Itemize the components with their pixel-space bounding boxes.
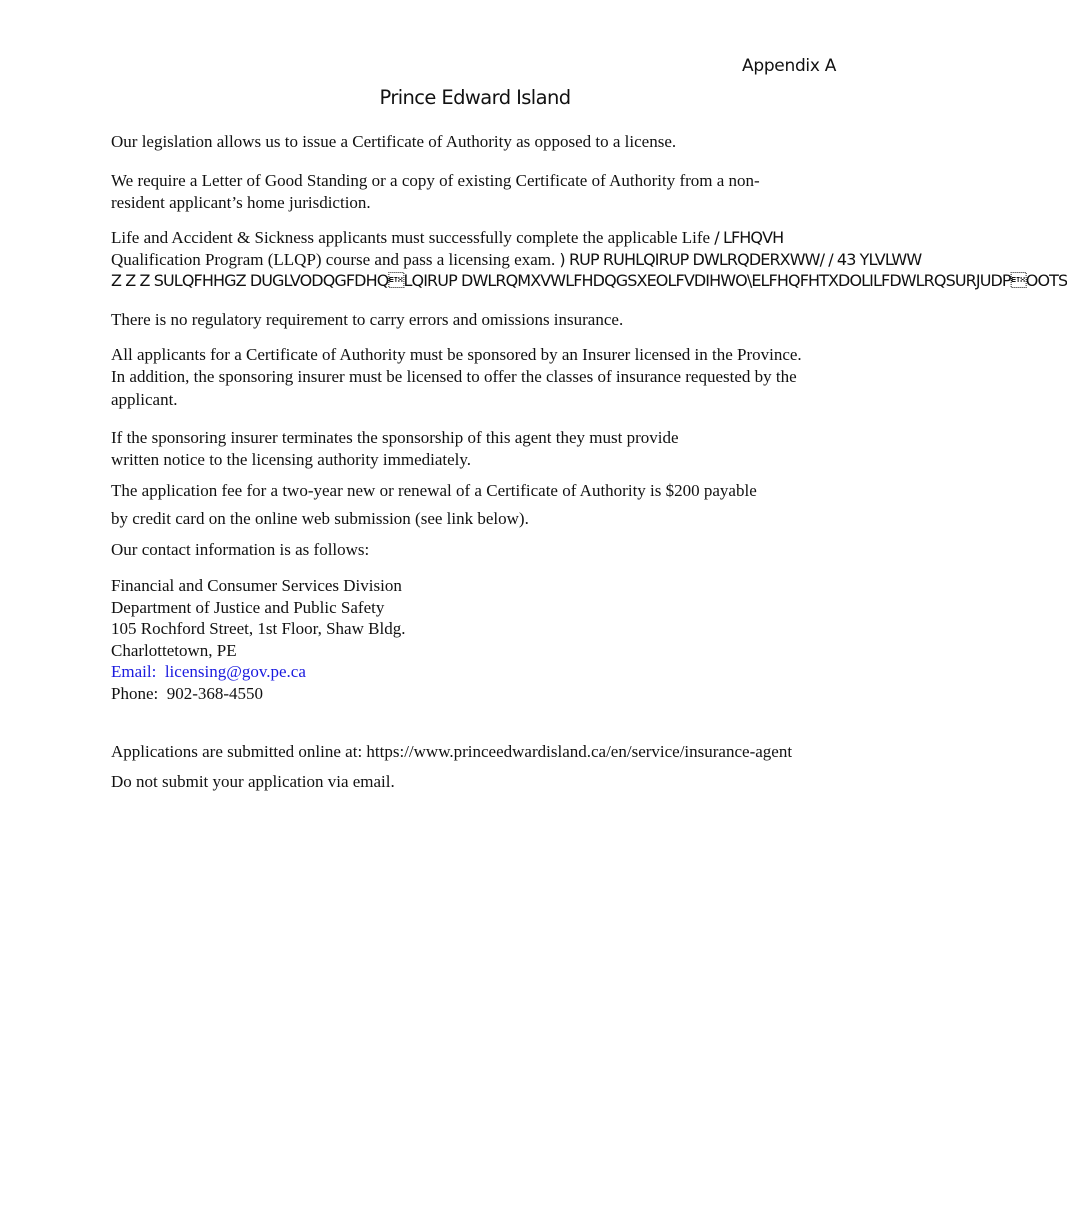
no-email-notice: Do not submit your application via email. (111, 772, 395, 791)
contact-phone (111, 683, 263, 706)
online-prefix: Applications are submitted online at: (111, 742, 367, 761)
online-url[interactable]: https://www.princeedwardisland.ca/en/service/insurance-agent (366, 742, 793, 761)
email-link[interactable]: licensing@gov.pe.ca (164, 662, 306, 681)
paragraph-certificate: Our legislation allows us to issue a Certificate of Authority as opposed to a license. (111, 132, 677, 151)
contact-email (111, 661, 306, 684)
contact-address: 105 Rochford Street, 1st Floor, Shaw Bldg. (111, 619, 406, 638)
llqp-garbled-text: ) RUP RUHLQIRUP DWLRQDERXWW/ / 43 YLVLWW (555, 250, 922, 269)
contact-division: Financial and Consumer Services Division (111, 576, 402, 595)
phone-number: 902-368-4550 (166, 684, 264, 703)
paragraph-sponsorship-line-2: In addition, the sponsoring insurer must be licensed to offer the classes of insurance requested by the (111, 367, 797, 386)
email-label: Email: (111, 662, 157, 681)
paragraph-termination-line-1: If the sponsoring insurer terminates the sponsorship of this agent they must provide (111, 428, 679, 447)
paragraph-llqp-line-1 (111, 227, 783, 250)
paragraph-contact-intro: Our contact information is as follows: (111, 540, 370, 559)
paragraph-llqp-line-3: Z Z Z SULQFHHGZ DUGLVODQGFDHQLQIRUP DWLRQMXVWLFHDQGSXEOLFVDIHWO\ELFHQFHTXDOLILFDWLRQSURJUDPOOTS (111, 271, 1067, 290)
paragraph-termination-line-2: written notice to the licensing authority immediately. (111, 450, 472, 469)
contact-department: Department of Justice and Public Safety (111, 598, 385, 617)
paragraph-llqp-line-2 (111, 249, 921, 272)
paragraph-fee-line-2: by credit card on the online web submission (see link below). (111, 509, 529, 528)
paragraph-errors-omissions: There is no regulatory requirement to carry errors and omissions insurance. (111, 310, 624, 329)
paragraph-fee-line-1: The application fee for a two-year new or renewal of a Certificate of Authority is $200 payable (111, 481, 757, 500)
page-title: Prince Edward Island (379, 86, 571, 109)
paragraph-sponsorship-line-1: All applicants for a Certificate of Authority must be sponsored by an Insurer licensed in the Province. (111, 345, 802, 364)
paragraph-good-standing-line-2: resident applicant’s home jurisdiction. (111, 193, 371, 212)
llqp-garbled-text: / LFHQVH (710, 228, 784, 247)
phone-label: Phone: (111, 684, 159, 703)
appendix-label: Appendix A (742, 56, 837, 76)
llqp-text: Life and Accident & Sickness applicants must successfully complete the applicable Life (111, 228, 711, 247)
paragraph-sponsorship-line-3: applicant. (111, 390, 178, 409)
online-submission (111, 741, 792, 764)
llqp-text: Qualification Program (LLQP) course and pass a licensing exam. (111, 250, 556, 269)
paragraph-good-standing-line-1: We require a Letter of Good Standing or a copy of existing Certificate of Authority from a non- (111, 171, 760, 190)
contact-city: Charlottetown, PE (111, 641, 237, 660)
